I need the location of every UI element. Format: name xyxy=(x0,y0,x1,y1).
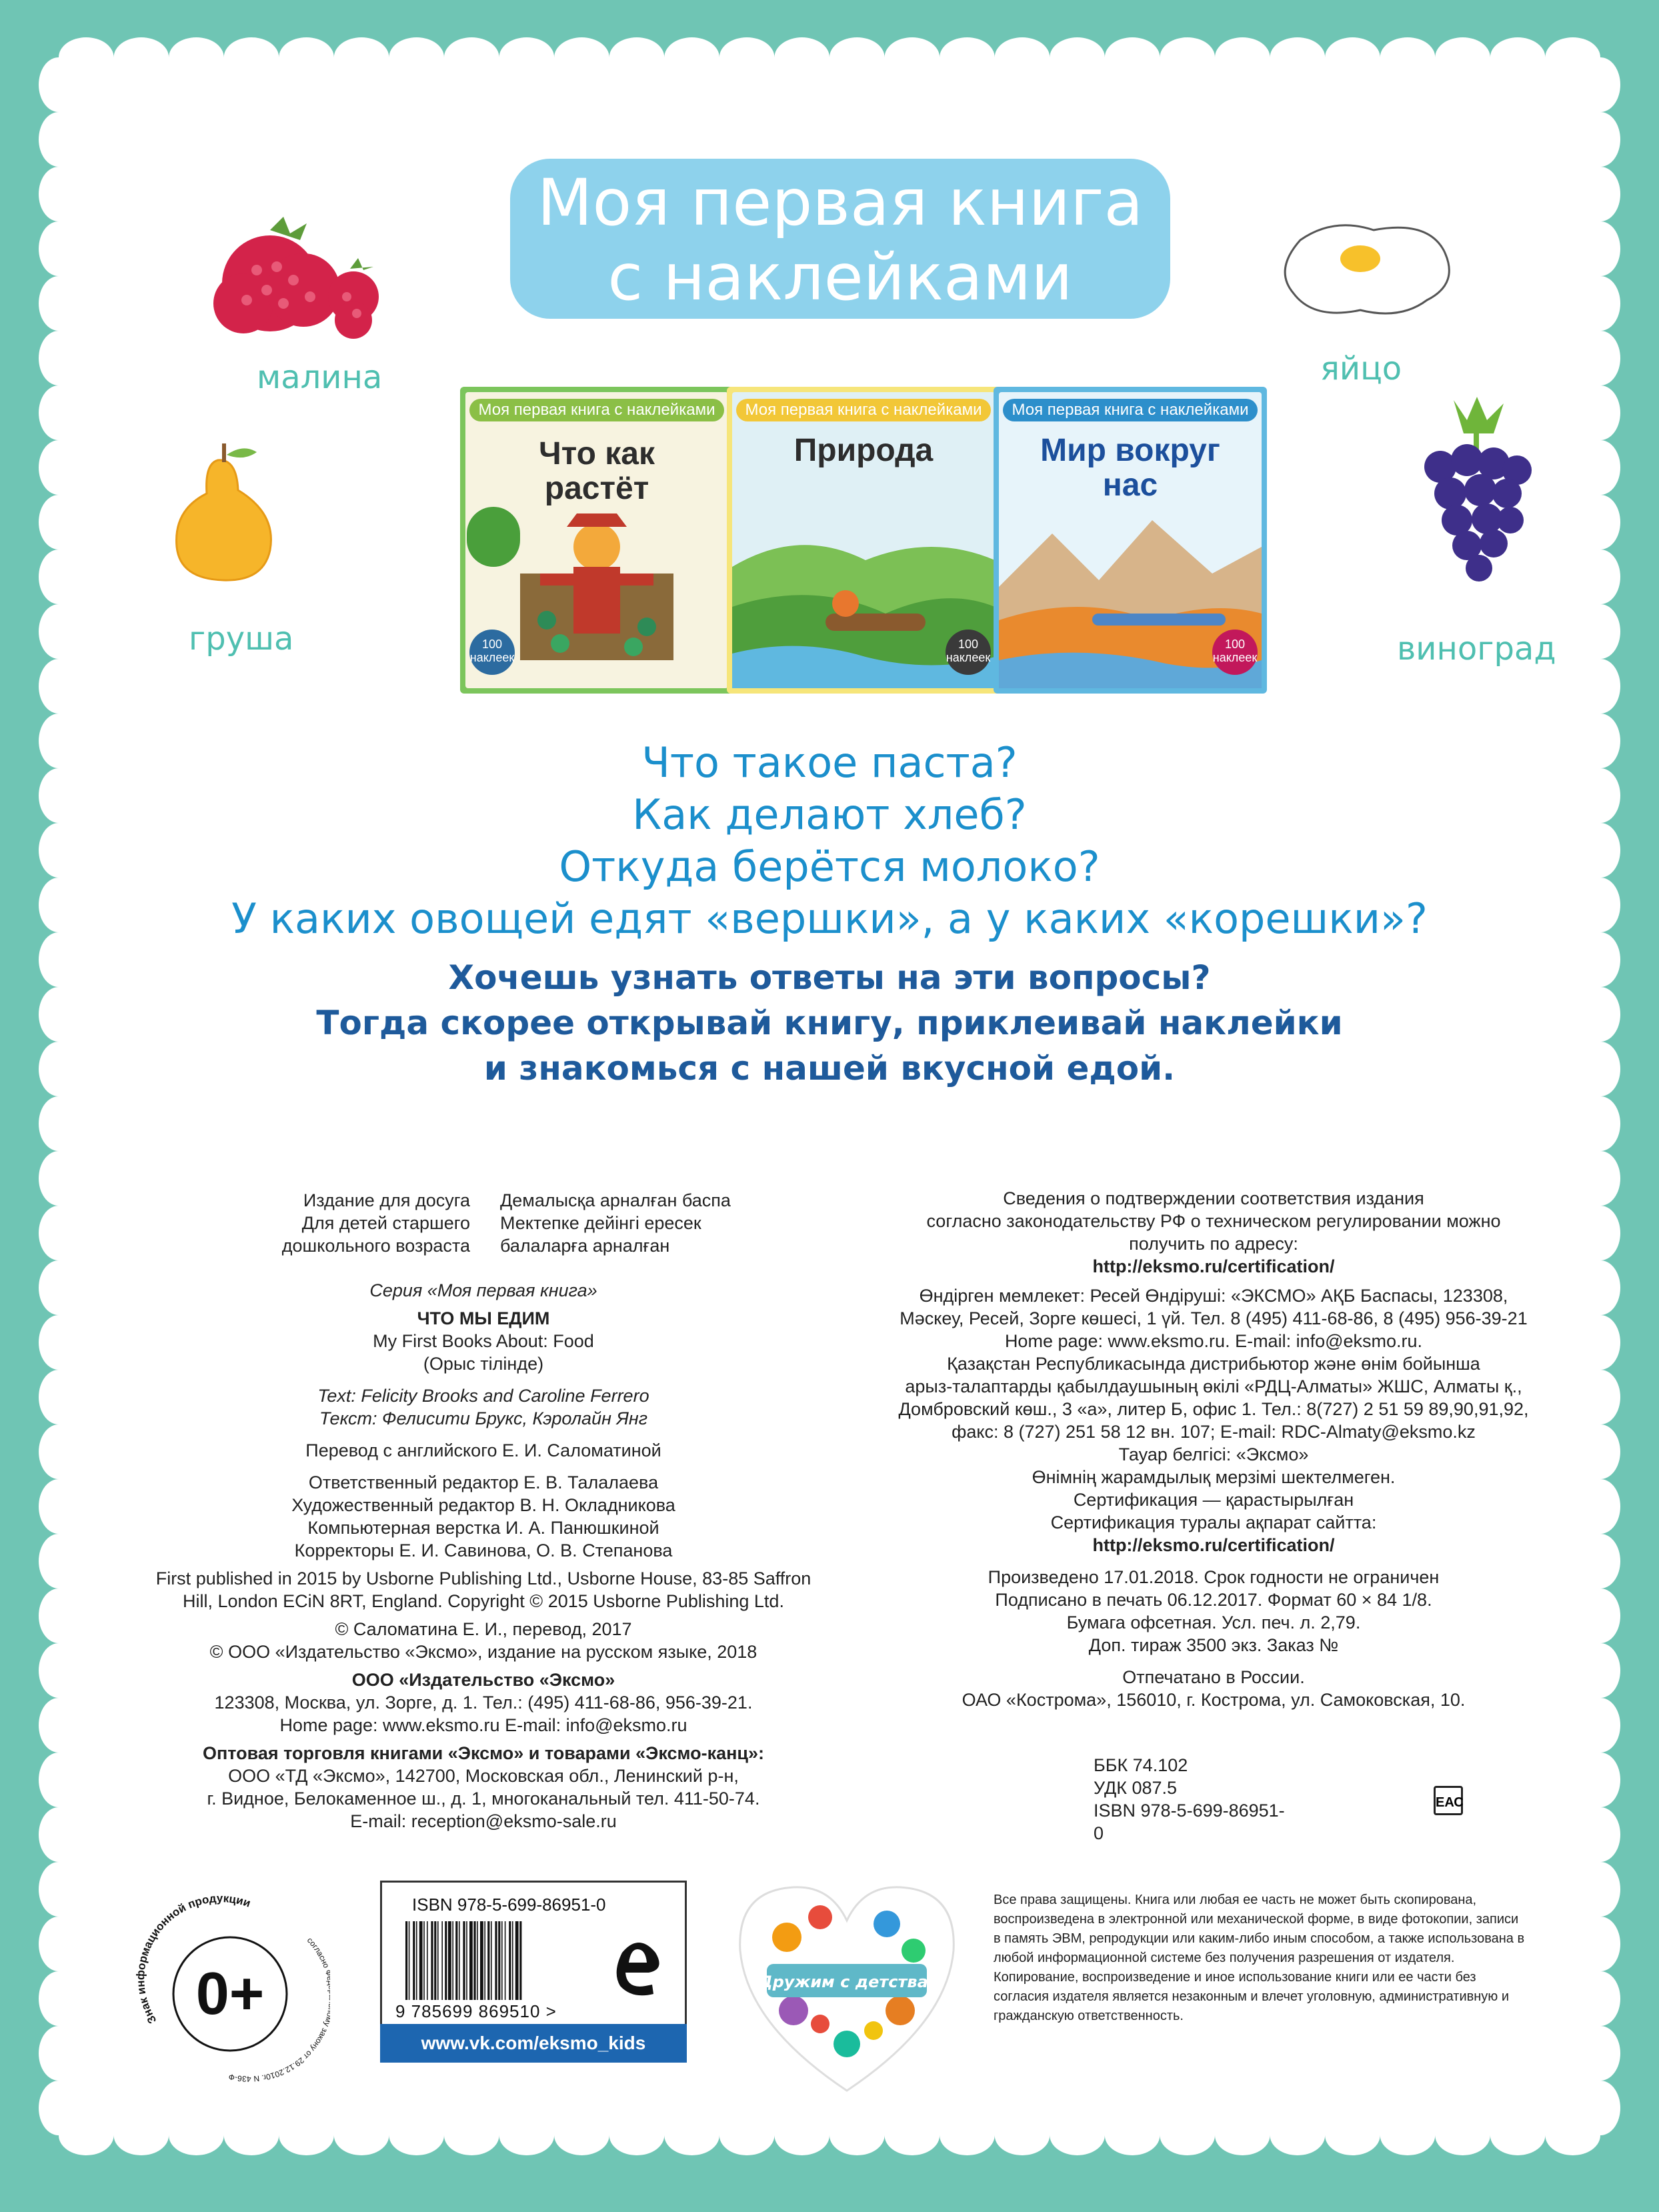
barcode-bar xyxy=(509,1921,511,2000)
certification-line: согласно законодательству РФ о техническом регулировании можно xyxy=(926,1211,1501,1231)
art-editor-line: Художественный редактор В. Н. Окладникова xyxy=(291,1495,675,1515)
grape-label: виноград xyxy=(1397,630,1556,668)
barcode-bar xyxy=(463,1921,465,2000)
wholesale-email-line: E-mail: reception@eksmo-sale.ru xyxy=(350,1811,617,1831)
copyright-line: © Саломатина Е. И., перевод, 2017 xyxy=(335,1619,632,1639)
production-line: Подписано в печать 06.12.2017. Формат 60 × 84 1/8. xyxy=(995,1590,1432,1610)
pear-illustration xyxy=(170,440,283,584)
certification-line: Сведения о подтверждении соответствия издания xyxy=(1003,1188,1424,1208)
raspberry-illustration xyxy=(203,203,390,347)
imprint-right-column xyxy=(854,1187,1574,1711)
barcode-bars xyxy=(405,1921,605,2001)
book-title: Мир вокруг нас xyxy=(1040,433,1220,503)
barcode-bar xyxy=(480,1921,483,2000)
question-line: Как делают хлеб? xyxy=(632,790,1027,839)
author-line-en: Text: Felicity Brooks and Caroline Ferrero xyxy=(317,1386,649,1406)
barcode-bar xyxy=(434,1921,436,2000)
barcode-bar xyxy=(498,1921,500,2000)
language-line: (Орыс тілінде) xyxy=(423,1354,544,1374)
barcode-bar xyxy=(445,1921,447,2000)
leisure-note-ru xyxy=(200,1189,470,1257)
barcode-bar xyxy=(405,1921,407,2000)
bbk-code: ББК 74.102 xyxy=(1094,1755,1188,1775)
scarecrow-illustration xyxy=(520,500,673,660)
book-series-tag: Моя первая книга с наклейками xyxy=(1003,399,1258,421)
imprint-left-column xyxy=(120,1279,847,1833)
sticker-count-badge: 100 наклеек xyxy=(946,630,991,675)
book-cover-what-grows xyxy=(460,387,733,694)
certification-line: получить по адресу: xyxy=(1129,1234,1298,1254)
book-title: Что как растёт xyxy=(539,436,655,506)
kz-imprint-line: факс: 8 (727) 251 58 12 вн. 107; E-mail: RDC-Almaty@eksmo.kz xyxy=(952,1422,1476,1442)
barcode-bar xyxy=(466,1921,467,2000)
kz-imprint-line: арыз-талаптарды қабылдаушының өкілі «РДЦ-Алматы» ЖШС, Алматы қ., xyxy=(905,1376,1522,1396)
book-cover-nature xyxy=(727,387,1000,694)
invitation-line: Тогда скорее открывай книгу, приклеивай наклейки xyxy=(316,1004,1343,1042)
egg-label: яйцо xyxy=(1320,350,1402,387)
book-title: Природа xyxy=(793,433,934,468)
production-line: Бумага офсетная. Усл. печ. л. 2,79. xyxy=(1066,1612,1361,1632)
barcode-digits: 9 785699 869510 > xyxy=(395,2001,557,2021)
grapes-illustration xyxy=(1420,393,1534,594)
barcode-bar xyxy=(452,1921,453,2000)
scalloped-border-bottom xyxy=(59,2115,1600,2155)
series-title-badge xyxy=(510,159,1170,319)
series-line: Серия «Моя первая книга» xyxy=(369,1280,597,1300)
certification-url: http://eksmo.ru/certification/ xyxy=(1092,1535,1335,1555)
barcode-bar xyxy=(427,1921,428,2000)
wholesale-line: Оптовая торговля книгами «Эксмо» и товарами «Эксмо-канц»: xyxy=(202,1743,765,1763)
vk-link[interactable]: www.vk.com/eksmo_kids xyxy=(380,2024,687,2063)
barcode-bar xyxy=(519,1921,521,2000)
barcode-bar xyxy=(501,1921,503,2000)
kz-imprint-line: Өнімнің жарамдылық мерзімі шектелмеген. xyxy=(1032,1467,1396,1487)
sticker-count-badge: 100 наклеек xyxy=(1212,630,1258,675)
book-series-tag: Моя первая книга с наклейками xyxy=(469,399,724,421)
production-line: Доп. тираж 3500 экз. Заказ № xyxy=(1088,1635,1339,1655)
barcode-bar xyxy=(459,1921,460,2000)
leisure-note-kz xyxy=(500,1189,767,1257)
publisher-address-line: 123308, Москва, ул. Зорге, д. 1. Тел.: (495) 411-68-86, 956-39-21. xyxy=(214,1693,753,1713)
copyright-line: © ООО «Издательство «Эксмо», издание на русском языке, 2018 xyxy=(209,1642,757,1662)
classification-codes xyxy=(1094,1754,1294,1845)
age-rating: 0+ xyxy=(195,1961,265,2027)
egg-illustration xyxy=(1274,213,1457,323)
age-ring-text-top: Знак информационной продукции xyxy=(134,1892,253,2026)
text-line: балаларға арналған xyxy=(500,1236,670,1256)
question-line: Откуда берётся молоко? xyxy=(559,842,1100,891)
kz-imprint-line: Домбровский көш., 3 «а», литер Б, офис 1. Тел.: 8(727) 2 51 59 89,90,91,92, xyxy=(898,1399,1529,1419)
barcode-bar xyxy=(419,1921,423,2000)
printed-line: Отпечатано в России. xyxy=(1122,1667,1305,1687)
barcode-bar xyxy=(431,1921,433,2000)
translation-line: Перевод с английского Е. И. Саломатиной xyxy=(305,1440,661,1460)
book-title-line: ЧТО МЫ ЕДИМ xyxy=(417,1308,550,1328)
tree-illustration xyxy=(467,507,520,567)
first-published-line: First published in 2015 by Usborne Publishing Ltd., Usborne House, 83-85 Saffron xyxy=(155,1568,811,1588)
text-line: Демалысқа арналған баспа xyxy=(500,1190,731,1210)
barcode-bar xyxy=(487,1921,489,2000)
kz-imprint-line: Тауар белгісі: «Эксмо» xyxy=(1118,1444,1309,1464)
barcode-bar xyxy=(413,1921,415,2000)
kz-imprint-line: Өндірген мемлекет: Ресей Өндіруші: «ЭКСМО» АҚБ Баспасы, 123308, xyxy=(919,1286,1508,1306)
layout-line: Компьютерная верстка И. А. Панюшкиной xyxy=(307,1518,659,1538)
barcode-bar xyxy=(437,1921,439,2000)
editor-line: Ответственный редактор Е. В. Талалаева xyxy=(308,1472,659,1492)
isbn-code: ISBN 978-5-699-86951-0 xyxy=(1094,1801,1285,1843)
kz-imprint-line: Home page: www.eksmo.ru. E-mail: info@eksmo.ru. xyxy=(1004,1331,1423,1351)
text-line: дошкольного возраста xyxy=(281,1236,470,1256)
original-title-line: My First Books About: Food xyxy=(373,1331,594,1351)
question-line: У каких овощей едят «вершки», а у каких «корешки»? xyxy=(231,894,1428,943)
barcode-bar xyxy=(515,1921,519,2000)
book-cover-world-around xyxy=(994,387,1267,694)
barcode-isbn: ISBN 978-5-699-86951-0 xyxy=(412,1895,606,1915)
barcode-bar xyxy=(473,1921,475,2000)
publisher-line: ООО «Издательство «Эксмо» xyxy=(351,1670,615,1690)
barcode-bar xyxy=(409,1921,410,2000)
question-line: Что такое паста? xyxy=(641,738,1018,787)
first-published-line: Hill, London ECiN 8RT, England. Copyright © 2015 Usborne Publishing Ltd. xyxy=(183,1591,784,1611)
proofreaders-line: Корректоры Е. И. Савинова, О. В. Степанова xyxy=(294,1540,673,1560)
kz-imprint-line: Қазақстан Республикасында дистрибьютор және өнім бойынша xyxy=(947,1354,1480,1374)
invitation-line: и знакомься с нашей вкусной едой. xyxy=(483,1049,1176,1088)
barcode-bar xyxy=(416,1921,417,2000)
barcode-bar xyxy=(477,1921,478,2000)
eksmo-logo-icon xyxy=(612,1933,665,1999)
barcode-bar xyxy=(491,1921,492,2000)
book-series-tag: Моя первая книга с наклейками xyxy=(736,399,991,421)
barcode-bar xyxy=(484,1921,485,2000)
homepage-line: Home page: www.eksmo.ru E-mail: info@eksmo.ru xyxy=(279,1715,687,1735)
scalloped-border-left xyxy=(39,57,79,2135)
udk-code: УДК 087.5 xyxy=(1094,1778,1178,1798)
printer-line: ОАО «Кострома», 156010, г. Кострома, ул. Самоковская, 10. xyxy=(962,1690,1466,1710)
series-title-line2: с наклейками xyxy=(607,240,1073,315)
barcode-bar xyxy=(469,1921,473,2000)
raspberry-label: малина xyxy=(257,359,383,396)
invitation-line: Хочешь узнать ответы на эти вопросы? xyxy=(448,958,1211,997)
heart-sticker xyxy=(733,1877,960,2097)
pear-label: груша xyxy=(189,620,294,658)
barcode-bar xyxy=(455,1921,457,2000)
text-line: Для детей старшего xyxy=(301,1213,470,1233)
invitation-block xyxy=(0,955,1659,1091)
kz-imprint-line: Сертификация — қарастырылған xyxy=(1073,1490,1354,1510)
age-ring-text-side: согласн закону от 29.12.2010г. N 436-Ф xyxy=(227,1935,330,2084)
scalloped-border-right xyxy=(1580,57,1620,2135)
author-line-ru: Текст: Фелисити Брукс, Кэролайн Янг xyxy=(319,1408,648,1428)
barcode-bar xyxy=(512,1921,513,2000)
barcode-bar xyxy=(495,1921,497,2000)
heart-text: Дружим с детства! xyxy=(758,1973,936,1991)
barcode-bar xyxy=(441,1921,443,2000)
wholesale-address-line: г. Видное, Белокаменное ш., д. 1, многоканальный тел. 411-50-74. xyxy=(207,1789,760,1809)
text-line: Мектепке дейінгі ересек xyxy=(500,1213,701,1233)
kz-imprint-line: Сертификация туралы ақпарат сайтта: xyxy=(1050,1512,1377,1532)
sticker-count-badge: 100 наклеек xyxy=(469,630,515,675)
eac-mark: ЕАС xyxy=(1434,1786,1463,1815)
wholesale-address-line: ООО «ТД «Эксмо», 142700, Московская обл., Ленинский р-н, xyxy=(228,1766,739,1786)
barcode-bar xyxy=(423,1921,425,2000)
questions-block xyxy=(0,737,1659,945)
production-line: Произведено 17.01.2018. Срок годности не ограничен xyxy=(988,1567,1440,1587)
kz-imprint-line: Мәскеу, Ресей, Зорге көшесі, 1 үй. Тел. 8 (495) 411-68-86, 8 (495) 956-39-21 xyxy=(900,1308,1528,1328)
barcode-bar xyxy=(448,1921,451,2000)
series-title-line1: Моя первая книга xyxy=(537,165,1144,240)
text-line: Издание для досуга xyxy=(303,1190,470,1210)
certification-url: http://eksmo.ru/certification/ xyxy=(1092,1256,1335,1276)
age-rating-badge xyxy=(130,1887,330,2087)
barcode-bar xyxy=(505,1921,506,2000)
rights-notice: Все права защищены. Книга или любая ее часть не может быть скопирована, воспроизведена в электронной или механической форме, в виде фотокопии, записи в память ЭВМ, репродукции или каким-либо иным способом, а также использована в любой информационной системе без получения разрешения от издателя. Копирование, воспроизведение и иное использование книги или ее части без согласия издателя является незаконным и влечет уголовную, административную и гражданскую ответственность. xyxy=(994,1893,1525,2023)
